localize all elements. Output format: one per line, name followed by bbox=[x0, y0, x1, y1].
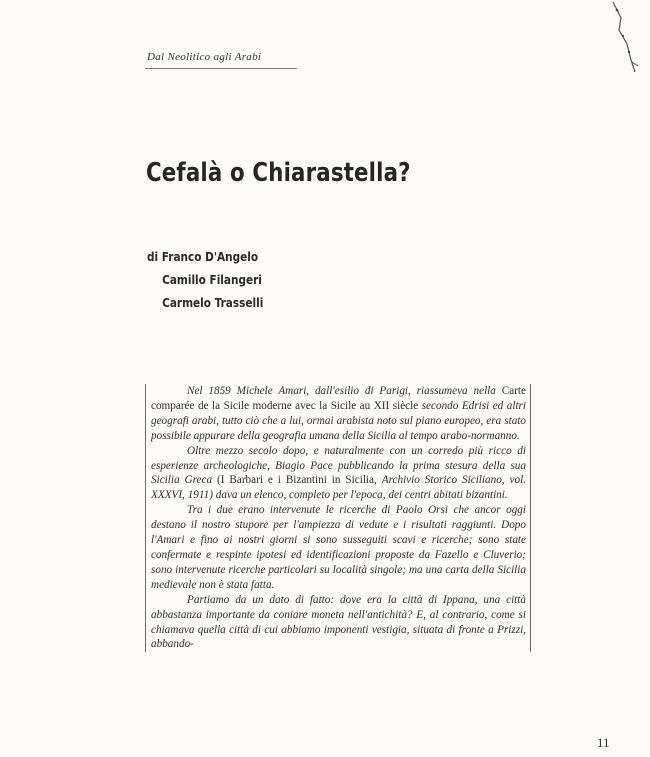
abstract-paragraph-3 bbox=[151, 503, 526, 592]
page-number: 11 bbox=[597, 735, 610, 750]
abstract-text: (I Barbari e i Bizantini in Sicilia, bbox=[212, 474, 382, 487]
abstract-paragraph-1 bbox=[151, 384, 526, 444]
article-title: Cefalà o Chiarastella? bbox=[146, 158, 411, 188]
abstract-box bbox=[145, 384, 531, 652]
author-2: Camillo Filangeri bbox=[162, 272, 262, 287]
abstract-text: Nel 1859 Michele Amari, dall'esilio di Parigi, riassumeva nella bbox=[187, 385, 502, 397]
abstract-text: Oltre mezzo secolo dopo, e naturalmente con un corredo più ricco di esperienze archeologiche, Biagio Pace pubblicando la prima stesura della sua bbox=[151, 444, 526, 472]
header-rule bbox=[145, 68, 297, 69]
abstract-text: Archivio Storico Siciliano, vol. XXXVI, 1911) dava un elenco, completo per l'epoca, dei centri abitati bizantini. bbox=[151, 474, 526, 502]
abstract-text: Carte comparée de la Sicile moderne avec la Sicile au XII siècle bbox=[151, 385, 526, 412]
abstract-text: secondo Edrisi ed altri geografi arabi, tutto ciò che a lui, ormai arabista noto sul piano europeo, era stato possibile appurare della geografia umana della Sicilia al tempo arabo-normanno. bbox=[151, 399, 527, 442]
abstract-text: Tra i due erano intervenute le ricerche di Paolo Orsi che ancor oggi destano il nostro stupore per l'ampiezza di vedute e i risultati raggiunti. Dopo l'Amari e fino ai nostri giorni si sono susseguiti scavi e ricerche; sono state confermate e respinte ipotesi ed identificazioni proposte da Fazello e Cluverio; sono intervenute ricerche particolari su località singole; ma una carta della Sicilia medievale non è stata fatta. bbox=[151, 504, 526, 591]
author-1: di Franco D'Angelo bbox=[147, 249, 259, 264]
scan-edge-mark bbox=[605, 0, 645, 80]
abstract-paragraph-4 bbox=[151, 593, 526, 653]
abstract-paragraph-2 bbox=[151, 444, 526, 504]
abstract-text: Partiamo da un dato di fatto: dove era la città di Ippana, una città abbastanza importante da coniare moneta nell'antichità? E, al contrario, come si chiamava quella città di cui abbiamo imponenti vestigia, situata di fronte a Prizzi, abbando- bbox=[151, 593, 526, 651]
abstract-text: Sicilia Greca bbox=[151, 474, 213, 487]
author-3: Carmelo Trasselli bbox=[162, 295, 264, 310]
author-list bbox=[147, 248, 285, 317]
running-header: Dal Neolitico agli Arabi bbox=[147, 51, 262, 63]
